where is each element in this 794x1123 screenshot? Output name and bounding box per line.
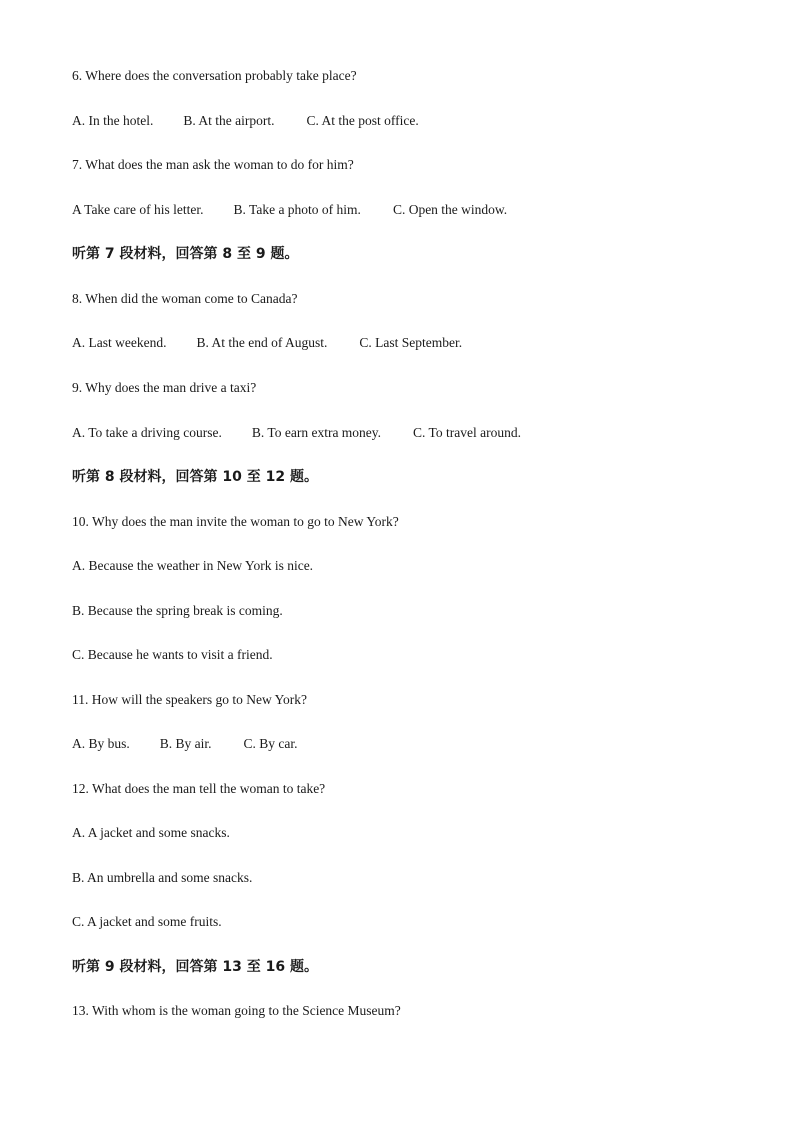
question-9: 9. Why does the man drive a taxi? [72, 380, 257, 395]
question-12-option-c: C. A jacket and some fruits. [72, 914, 222, 929]
question-10: 10. Why does the man invite the woman to go to New York? [72, 514, 399, 529]
question-7: 7. What does the man ask the woman to do for him? [72, 157, 354, 172]
option-c: C. At the post office. [306, 113, 419, 128]
question-11: 11. How will the speakers go to New York? [72, 692, 307, 707]
option-b: B. At the end of August. [196, 335, 328, 350]
option-c: C. To travel around. [413, 425, 521, 440]
option-b: B. By air. [159, 736, 212, 751]
question-11-options [72, 735, 298, 753]
question-6: 6. Where does the conversation probably take place? [72, 68, 357, 83]
question-10-option-c: C. Because he wants to visit a friend. [72, 647, 273, 662]
question-8: 8. When did the woman come to Canada? [72, 291, 298, 306]
question-8-options [72, 334, 462, 352]
question-10-option-a: A. Because the weather in New York is nice. [72, 558, 314, 573]
option-a: A. By bus. [72, 736, 130, 751]
section-heading-7: 听第 7 段材料，回答第 8 至 9 题。 [72, 246, 299, 262]
option-c: C. By car. [243, 736, 298, 751]
option-b: B. To earn extra money. [251, 425, 382, 440]
question-12-option-a: A. A jacket and some snacks. [72, 825, 230, 840]
question-9-options [72, 424, 521, 442]
option-c: C. Last September. [359, 335, 463, 350]
section-heading-8: 听第 8 段材料，回答第 10 至 12 题。 [72, 469, 318, 485]
option-a: A. Last weekend. [72, 335, 167, 350]
option-c: C. Open the window. [392, 202, 508, 217]
option-a: A. To take a driving course. [72, 425, 222, 440]
question-12: 12. What does the man tell the woman to take? [72, 781, 326, 796]
option-b: B. At the airport. [183, 113, 275, 128]
option-b: B. Take a photo of him. [233, 202, 361, 217]
question-6-options [72, 112, 419, 130]
question-13: 13. With whom is the woman going to the Science Museum? [72, 1003, 401, 1018]
option-a: A. In the hotel. [72, 113, 154, 128]
question-12-option-b: B. An umbrella and some snacks. [72, 870, 253, 885]
question-7-options [72, 201, 507, 219]
question-10-option-b: B. Because the spring break is coming. [72, 603, 283, 618]
section-heading-9: 听第 9 段材料，回答第 13 至 16 题。 [72, 959, 318, 975]
option-a: A Take care of his letter. [72, 202, 204, 217]
